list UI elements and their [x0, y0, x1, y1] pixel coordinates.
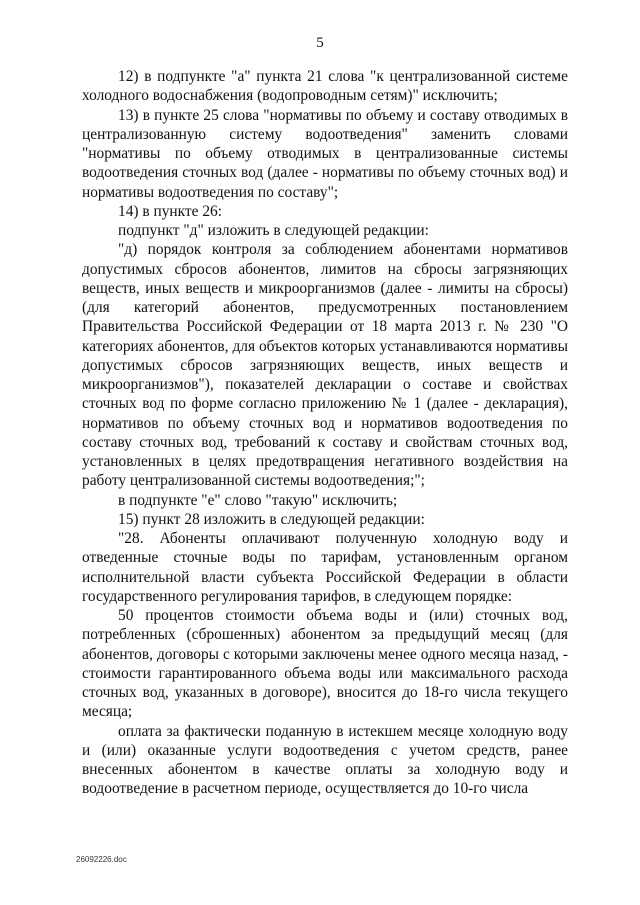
paragraph-item-12: 12) в подпункте "а" пункта 21 слова "к централизованной системе холодного водоснабжения (водопроводным сетям)" исключить;	[82, 68, 568, 105]
paragraph-final-payment: оплата за фактически поданную в истекшем месяце холодную воду и (или) оказанные услуги водоотведения с учетом средств, ранее внесенных абонентом в качестве оплаты за холодную воду и водоотведение в расчетном периоде, осуществляется до 10-го числа	[82, 722, 568, 798]
paragraph-item-14: 14) в пункте 26:	[118, 202, 222, 220]
page-number: 5	[316, 35, 324, 51]
paragraph-subitem-d-text: "д) порядок контроля за соблюдением абонентами нормативов допустимых сбросов абонентов, лимитов на сбросы загрязняющих веществ, иных веществ и микроорганизмов (далее - лимиты на сбросы) (для категорий абонентов, предусмотренных постановлением Правительства Российской Федерации от 18 марта 2013 г. № 230 "О категориях абонентов, для объектов которых устанавливаются нормативы допустимых сбросов загрязняющих веществ, иных веществ и микроорганизмов"), показателей декларации о составе и свойствах сточных вод по форме согласно приложению № 1 (далее - декларация), нормативов по объему сточных вод и нормативов водоотведения по составу сточных вод, требований к составу и свойствам сточных вод, установленных в целях предотвращения негативного воздействия на работу централизованной системы водоотведения;";	[82, 241, 568, 490]
paragraph-point-28: "28. Абоненты оплачивают полученную холодную воду и отведенные сточные воды по тарифам, установленным органом исполнительной власти субъекта Российской Федерации в области государственного регулирования тарифов, в следующем порядке:	[82, 530, 568, 605]
document-body	[82, 67, 568, 799]
paragraph-subitem-e: в подпункте "е" слово "такую" исключить;	[118, 491, 398, 509]
paragraph-advance-payment: 50 процентов стоимости объема воды и (или) сточных вод, потребленных (сброшенных) абонентом за предыдущий месяц (для абонентов, договоры с которыми заключены менее одного месяца назад, - стоимости гарантированного объема воды или максимального расхода сточных вод, указанных в договоре), вносится до 18-го числа текущего месяца;	[82, 607, 568, 721]
paragraph-item-13: 13) в пункте 25 слова "нормативы по объему и составу отводимых в централизованную систему водоотведения" заменить словами "нормативы по объему отводимых в централизованные системы водоотведения сточных вод (далее - нормативы по объему сточных вод) и нормативы водоотведения по составу";	[82, 106, 568, 201]
paragraph-item-15: 15) пункт 28 изложить в следующей редакции:	[118, 510, 425, 528]
document-filename: 26092226.doc	[76, 855, 127, 864]
paragraph-subitem-d-intro: подпункт "д" изложить в следующей редакции:	[118, 222, 429, 239]
